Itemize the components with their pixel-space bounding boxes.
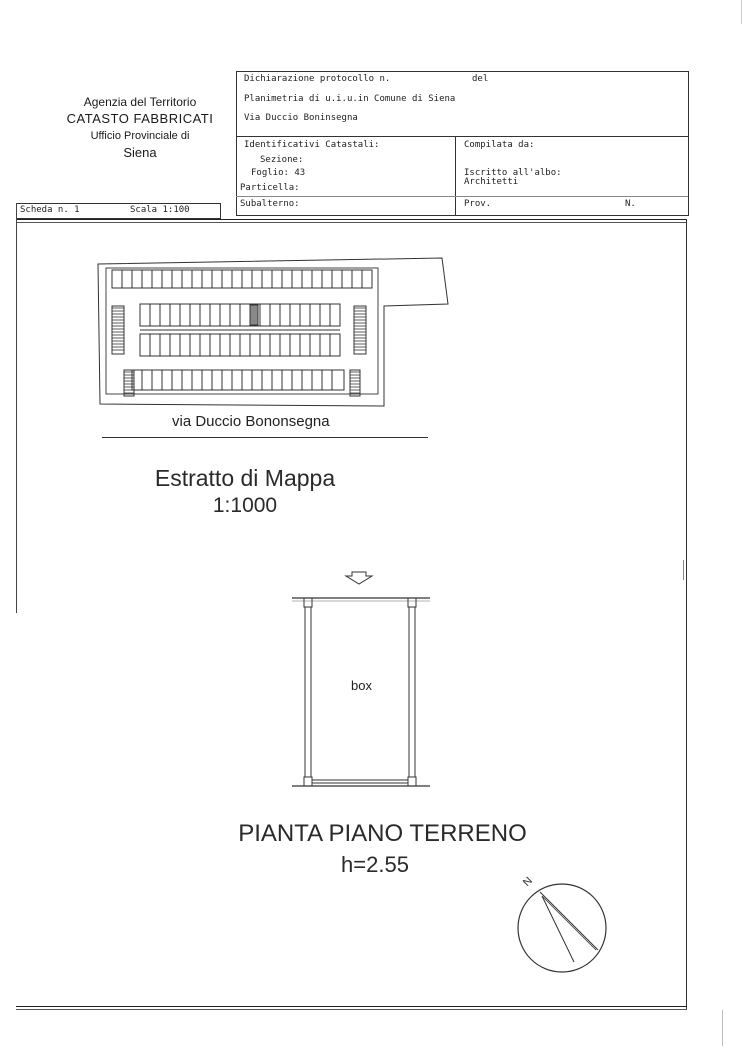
subalterno-line [236,196,688,197]
address-text: Via Duccio Boninsegna [244,113,358,123]
protocol-label: Dichiarazione protocollo n. [244,74,391,84]
del-label: del [472,74,489,84]
map-outline [98,258,448,406]
map-ramp-right-bottom [350,370,360,396]
frame-bottom-inner [16,1009,687,1010]
plan-title: PIANTA PIANO TERRENO [238,820,527,847]
map-extract-drawing [92,254,454,409]
subalterno-label: Subalterno: [240,199,300,209]
frame-top [16,219,687,220]
sezione-label: Sezione: [260,155,304,165]
map-title: Estratto di Mappa [154,465,336,491]
agency-department: CATASTO FABBRICATI [66,111,214,126]
header-divider-v [455,136,456,215]
agency-office: Ufficio Provinciale di [90,130,190,142]
prov-label: Prov. [464,199,492,209]
agency-city: Siena [123,145,157,160]
n-label: N. [625,199,636,209]
frame-left [16,203,17,613]
room-label: box [351,678,372,693]
frame-top-inner [16,222,686,223]
identificativi-label: Identificativi Catastali: [244,140,380,150]
agency-block [40,94,240,162]
plan-pillar-tr [408,598,416,607]
street-label: via Duccio Bononsegna [172,413,330,430]
scan-edge-mark [722,1010,723,1046]
scala-label: Scala 1:100 [130,205,190,215]
map-scale: 1:1000 [212,494,278,517]
scan-edge-mark-top [741,0,742,24]
street-underline [102,437,428,438]
scheda-label: Scheda n. 1 [20,205,80,215]
albo-value: Architetti [464,177,519,187]
agency-name: Agenzia del Territorio [83,95,197,109]
particella-label: Particella: [240,183,300,193]
frame-right [686,219,687,1009]
north-label: N [520,874,536,890]
header-divider-h [236,136,688,137]
frame-bottom [16,1006,687,1007]
foglio-label: Foglio: 43 [251,168,306,178]
planimetria-text: Planimetria di u.i.u.in Comune di Siena [244,94,456,104]
iscritto-label: Iscritto all'albo: [464,168,562,178]
floor-plan-drawing [290,592,432,796]
map-hatched-unit [250,305,258,325]
frame-right-outer [683,560,684,580]
entrance-arrow-icon [344,571,374,585]
compilata-label: Compilata da: [464,140,535,150]
plan-pillar-tl [304,598,312,607]
plan-pillar-br [408,777,416,786]
plan-pillar-bl [304,777,312,786]
plan-height: h=2.55 [341,852,409,877]
